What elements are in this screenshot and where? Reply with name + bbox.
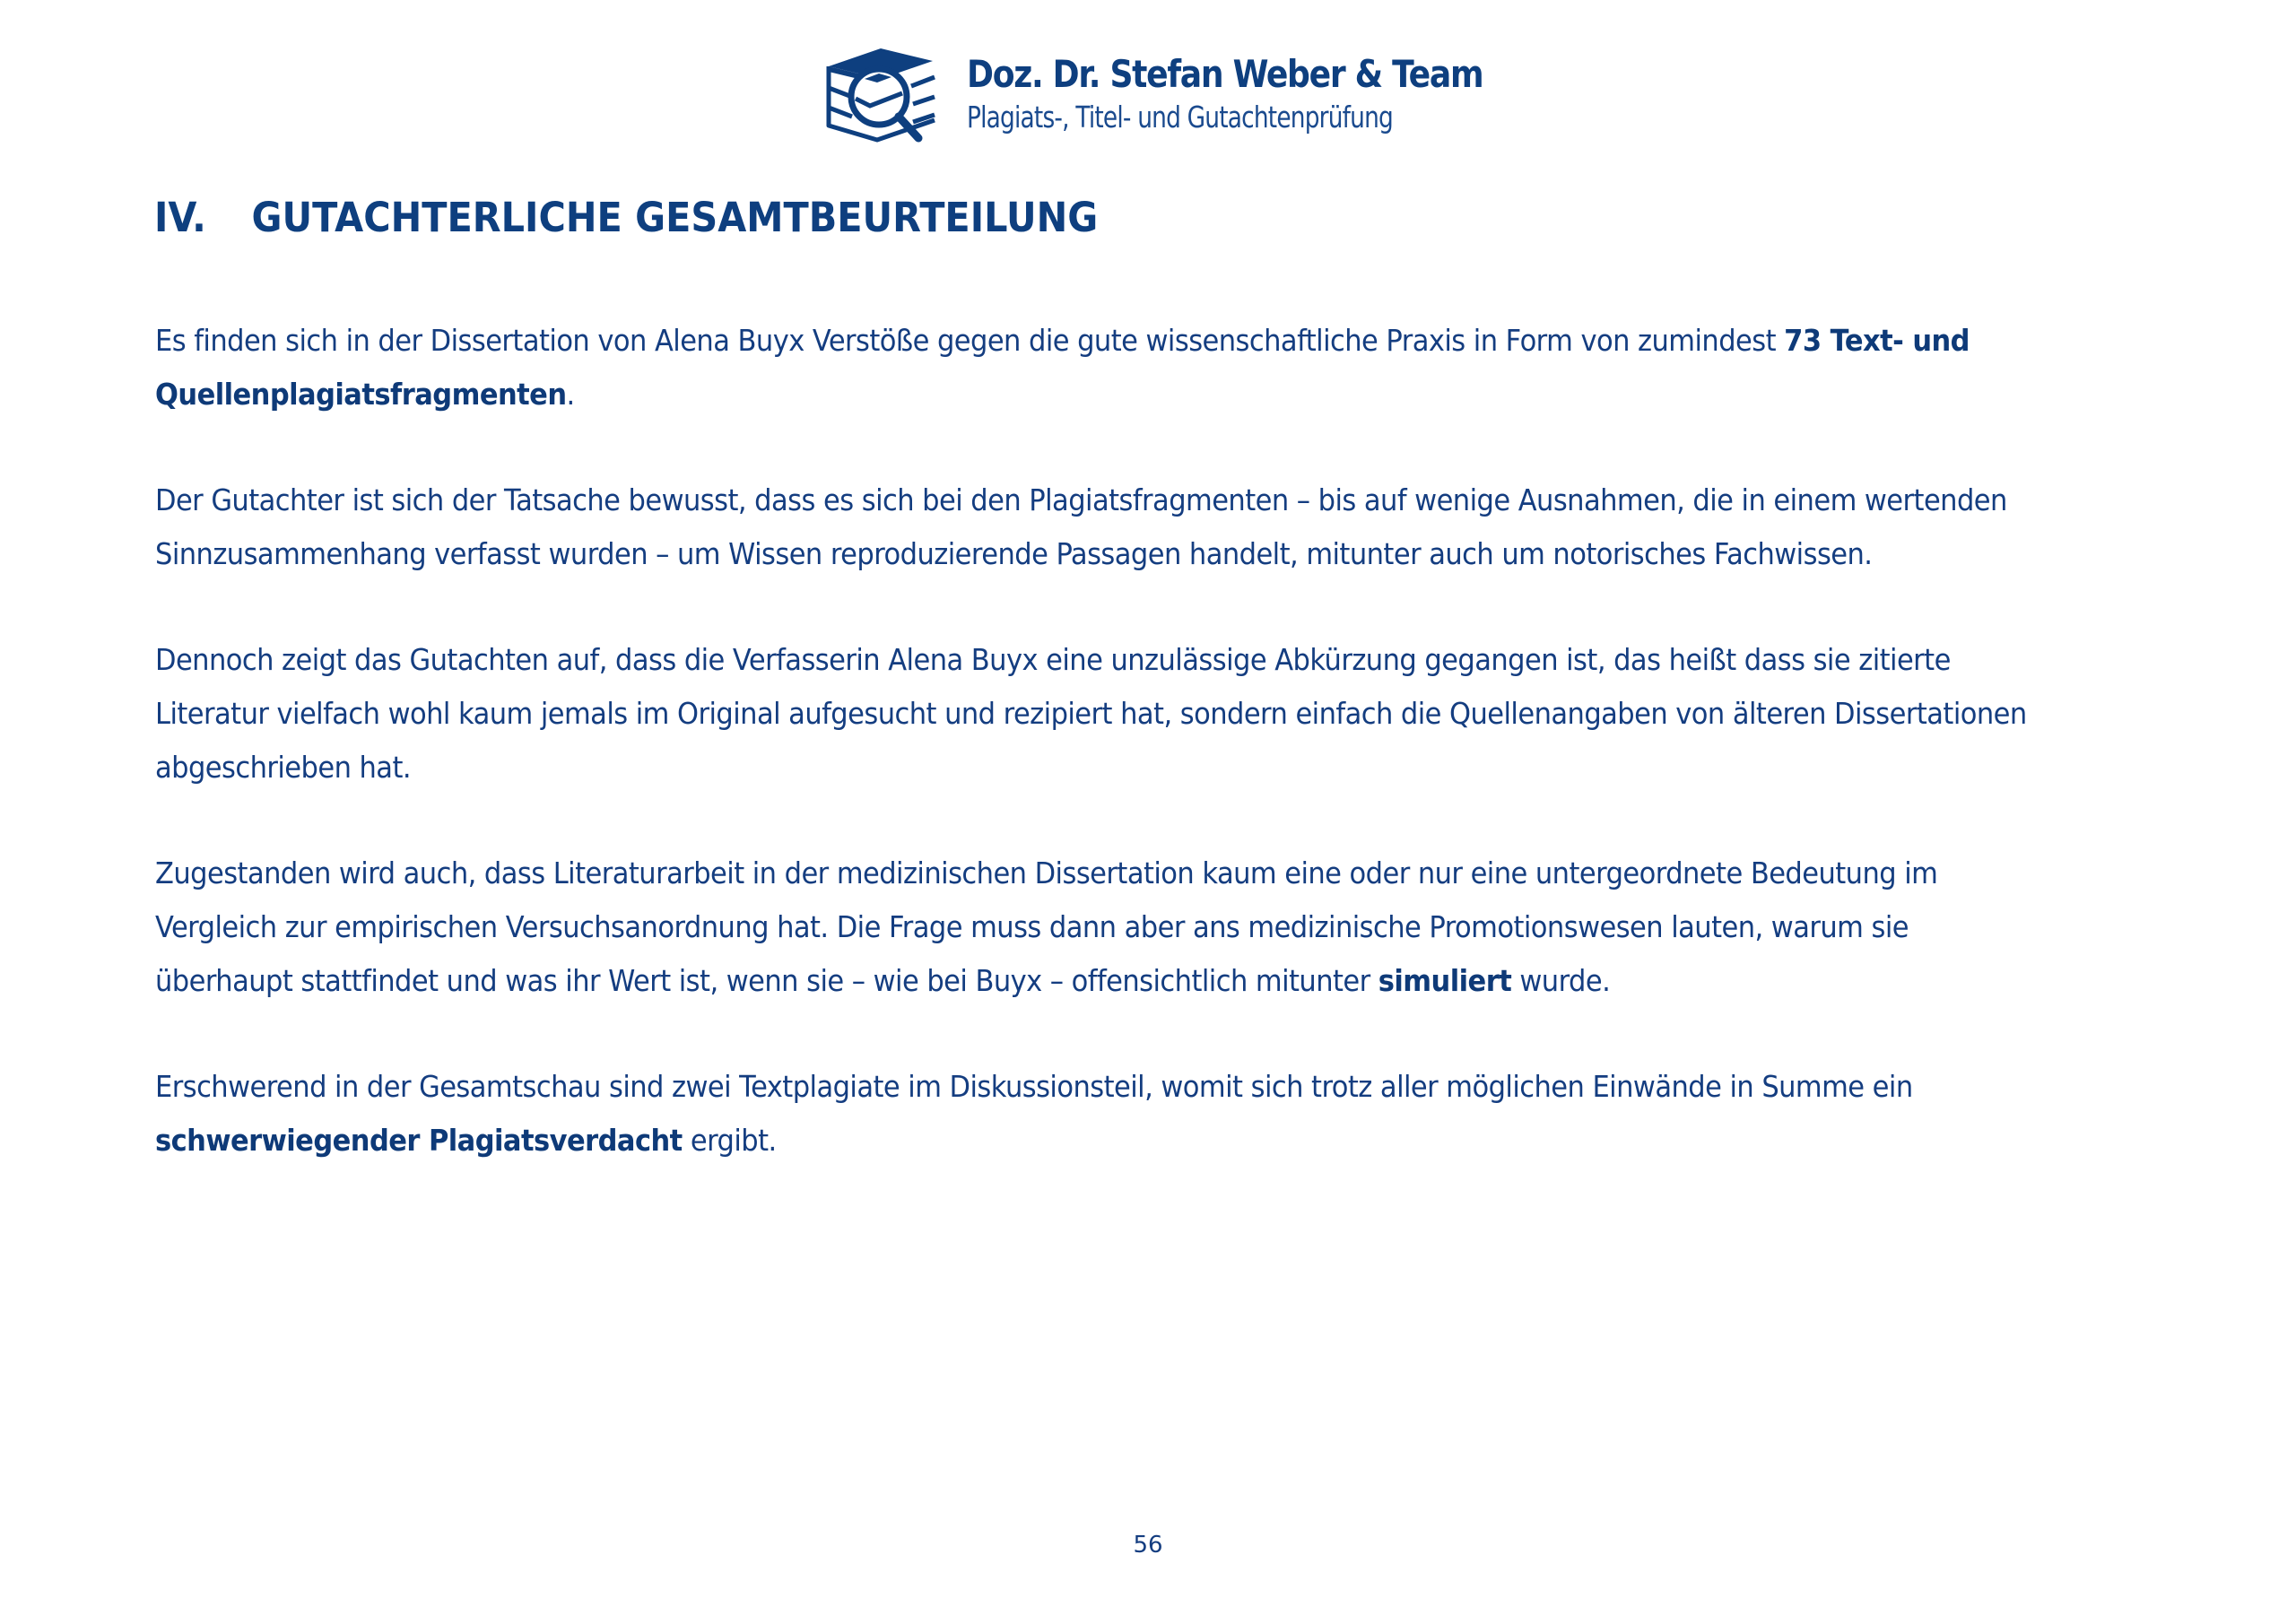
paragraph [155,633,2173,795]
logo-text [967,51,1567,137]
bold-text: 73 Text- und [1784,323,1970,358]
paragraph [155,847,2173,1008]
text-run: Dennoch zeigt das Gutachten auf, dass die Verfasserin Alena Buyx eine unzulässige Abkürzung gegangen ist, das heißt dass sie zitierte [155,642,1951,677]
text-run: wurde. [1511,963,1611,998]
logo-title: Doz. Dr. Stefan Weber & Team [967,52,1483,96]
document-body [155,314,2173,1220]
text-run: . [566,377,575,412]
text-line [155,368,2022,421]
text-line [155,900,2022,954]
text-run: Es finden sich in der Dissertation von Alena Buyx Verstöße gegen die gute wissenschaftliche Praxis in Form von zumindest [155,323,1785,358]
paragraph [155,473,2173,581]
bold-text: simuliert [1378,963,1512,998]
text-run: Erschwerend in der Gesamtschau sind zwei Textplagiate im Diskussionsteil, womit sich trotz aller möglichen Einwände in Summe ein [155,1069,1913,1104]
text-line [155,473,2022,527]
paragraph [155,1060,2173,1168]
logo-subtitle: Plagiats-, Titel- und Gutachtenprüfung [967,100,1393,135]
text-run: Literatur vielfach wohl kaum jemals im Original aufgesucht und rezipiert hat, sondern einfach die Quellenangaben von älteren Dissertationen [155,696,2027,731]
text-line [155,1060,2022,1114]
text-run: Sinnzusammenhang verfasst wurden – um Wissen reproduzierende Passagen handelt, mitunter auch um notorisches Fachwissen. [155,536,1873,571]
paragraph [155,314,2173,421]
text-run: Zugestanden wird auch, dass Literaturarbeit in der medizinischen Dissertation kaum eine oder nur eine untergeordnete Bedeutung im [155,855,1938,890]
text-run: Der Gutachter ist sich der Tatsache bewusst, dass es sich bei den Plagiatsfragmenten – bis auf wenige Ausnahmen, die in einem wertenden [155,482,2007,517]
text-line [155,687,2027,741]
text-line [155,741,2022,795]
text-line [155,633,2022,687]
bold-text: schwerwiegender Plagiatsverdacht [155,1123,683,1158]
section-title: GUTACHTERLICHE GESAMTBEURTEILUNG [251,194,1099,241]
text-run: ergibt. [682,1123,777,1158]
section-number: IV. [154,194,206,241]
text-line [155,314,2022,368]
header-logo [825,45,1567,143]
section-heading [154,194,1098,241]
page-number: 56 [1133,1532,1163,1559]
text-line [155,954,2022,1008]
text-line [155,847,2022,900]
book-magnifier-icon [825,45,938,143]
bold-text: Quellenplagiatsfragmenten [155,377,567,412]
text-run: abgeschrieben hat. [155,750,412,785]
text-line [155,1114,2022,1168]
text-line [155,527,2022,581]
text-run: Vergleich zur empirischen Versuchsanordnung hat. Die Frage muss dann aber ans medizinische Promotionswesen lauten, warum sie [155,909,1909,944]
text-run: überhaupt stattfindet und was ihr Wert ist, wenn sie – wie bei Buyx – offensichtlich mitunter [155,963,1378,998]
